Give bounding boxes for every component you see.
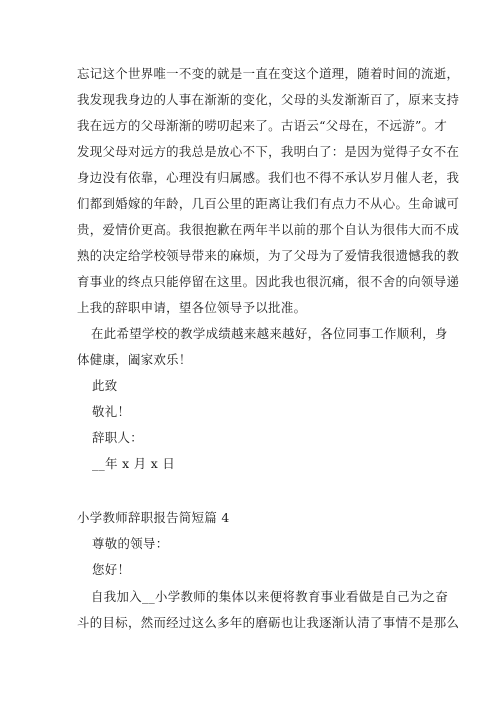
paragraph-line: 身边没有依靠，心理没有归属感。我们也不得不承认岁月催人老，我 — [77, 170, 460, 185]
paragraph-line: 贵，爱情价更高。我很抱歉在两年半以前的那个自认为很伟大而不成 — [77, 222, 460, 237]
hello-text: 您好！ — [92, 562, 131, 577]
paragraph-line: 自我加入__小学教师的集体以来便将教育事业看做是自己为之奋 — [91, 589, 449, 604]
date-line: __年 x 月 x 日 — [92, 456, 176, 471]
paragraph-line: 在此希望学校的教学成绩越来越来越好，各位同事工作顺利，身 — [91, 326, 448, 341]
closing-text: 此致 — [92, 378, 118, 393]
paragraph-line: 我发现我身边的人事在渐渐的变化，父母的头发渐渐百了，原来支持 — [77, 92, 460, 107]
paragraph-line: 体健康，阖家欢乐！ — [77, 352, 192, 367]
paragraph-line: 忘记这个世界唯一不变的就是一直在变这个道理，随着时间的流逝， — [77, 66, 460, 81]
paragraph-line: 们都到婚嫁的年龄，几百公里的距离让我们有点力不从心。生命诚可 — [77, 196, 460, 211]
greeting-text: 尊敬的领导： — [92, 536, 169, 551]
paragraph-line: 发现父母对远方的我总是放心不下，我明白了：是因为觉得子女不在 — [77, 144, 460, 159]
paragraph-line: 上我的辞职申请，望各位领导予以批准。 — [77, 300, 307, 315]
paragraph-line: 育事业的终点只能停留在这里。因此我也很沉痛，很不舍的向领导递 — [77, 274, 460, 289]
paragraph-line: 熟的决定给学校领导带来的麻烦，为了父母为了爱情我很遗憾我的教 — [77, 248, 460, 263]
salute-text: 敬礼！ — [92, 404, 131, 419]
section-title: 小学教师辞职报告简短篇 4 — [77, 510, 230, 525]
signature-label: 辞职人： — [92, 430, 143, 445]
paragraph-line: 我在远方的父母渐渐的唠叨起来了。古语云“父母在，不远游”。才 — [77, 118, 448, 133]
paragraph-line: 斗的目标，然而经过这么多年的磨砺也让我逐渐认清了事情不是那么 — [77, 615, 460, 630]
